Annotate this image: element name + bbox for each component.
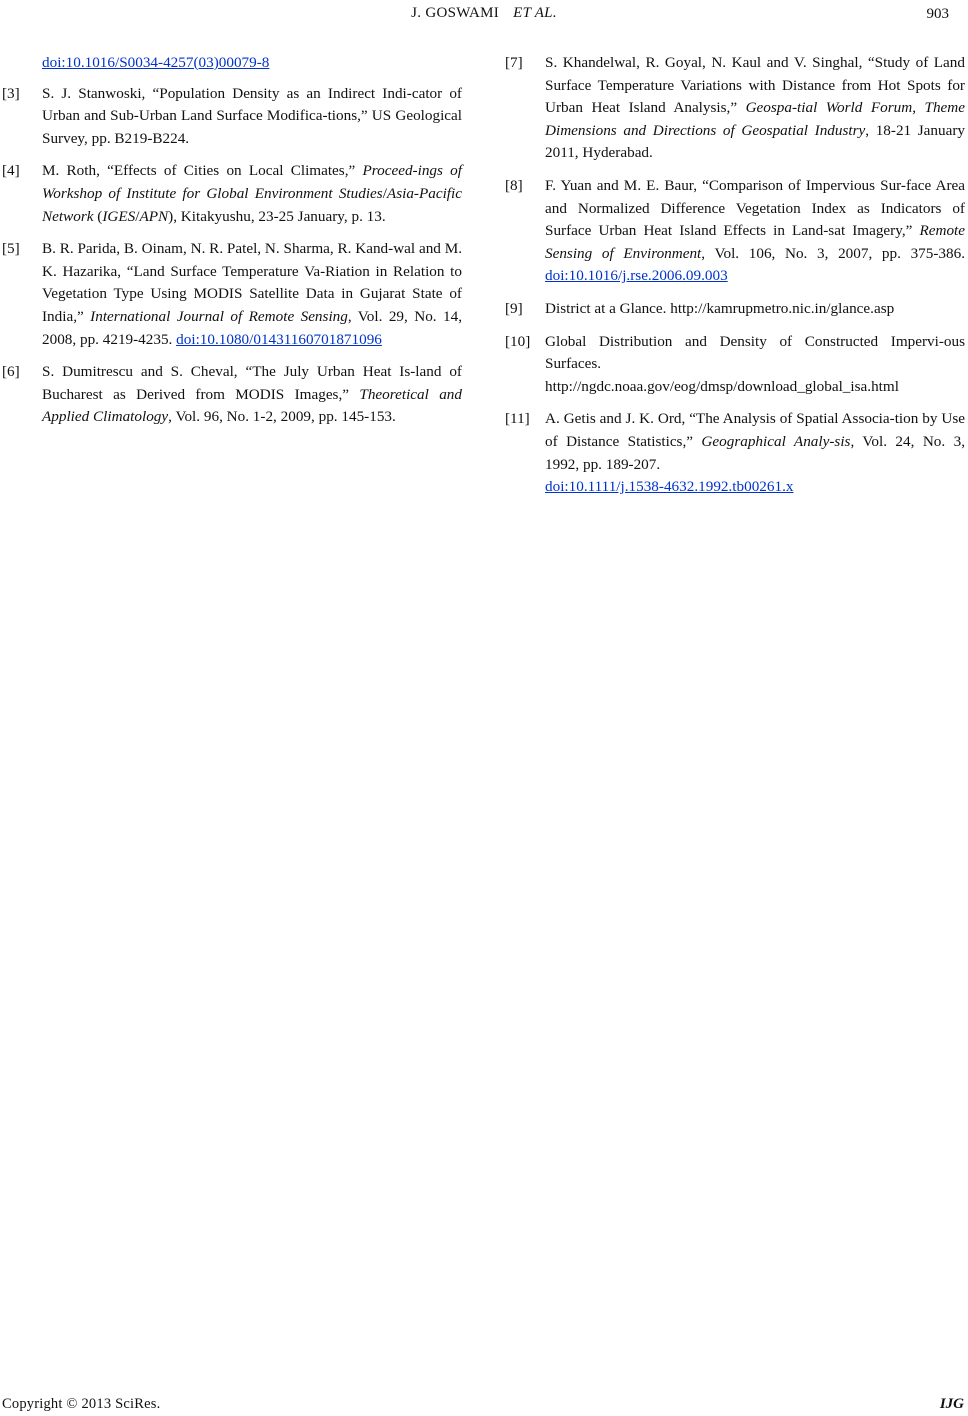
reference-7: [505, 52, 965, 165]
reference-number: [4]: [2, 162, 20, 180]
reference-text: Global Distribution and Density of Constructed Impervi-ous Surfaces. http://ngdc.noaa.gov/eog/dmsp/download_global_isa.html: [545, 332, 965, 395]
reference-number: [3]: [2, 84, 20, 102]
reference-8: [505, 175, 965, 288]
reference-text: A. Getis and J. K. Ord, “The Analysis of Spatial Associa-tion by Use of Distance Statistics,” Geographical Analy-sis, Vol. 24, No. 3, 1992, pp. 189-207. doi:10.1111/j.1538-4632.1992.tb00261.x: [545, 410, 965, 496]
reference-10: [505, 331, 965, 399]
doi-link[interactable]: doi:10.1080/01431160701871096: [176, 330, 382, 348]
reference-number: [5]: [2, 240, 20, 258]
running-header: [0, 2, 968, 25]
reference-text: S. Dumitrescu and S. Cheval, “The July Urban Heat Is-land of Bucharest as Derived from MODIS Images,” Theoretical and Applied Climatology, Vol. 96, No. 1-2, 2009, pp. 145-153.: [42, 363, 462, 426]
reference-text: District at a Glance. http://kamrupmetro.nic.in/glance.asp: [545, 299, 895, 317]
reference-number: [7]: [505, 54, 523, 71]
reference-5: [2, 238, 462, 351]
reference-text: S. Khandelwal, R. Goyal, N. Kaul and V. Singhal, “Study of Land Surface Temperature Variations with Distance from Hot Spots for Urban Heat Island Analysis,” Geospa-tial World Forum, Theme Dimensions and Directions of Geospatial Industry, 18-21 January 2011, Hyderabad.: [545, 54, 965, 162]
reference-text: M. Roth, “Effects of Cities on Local Climates,” Proceed-ings of Workshop of Institute for Global Environment Studies/Asia-Pacific Network (IGES/APN), Kitakyushu, 23-25 January, p. 13.: [42, 162, 462, 225]
doi-link[interactable]: doi:10.1016/j.rse.2006.09.003: [545, 267, 728, 285]
left-column: [2, 52, 462, 439]
reference-url: http://ngdc.noaa.gov/eog/dmsp/download_global_isa.html: [545, 377, 899, 395]
reference-3: [2, 83, 462, 151]
reference-text: F. Yuan and M. E. Baur, “Comparison of Impervious Sur-face Area and Normalized Difference Vegetation Index as Indicators of Surface Urban Heat Island Effects in Land-sat Imagery,” Remote Sensing of Environment, Vol. 106, No. 3, 2007, pp. 375-386. doi:10.1016/j.rse.2006.09.003: [545, 176, 965, 285]
reference-text: B. R. Parida, B. Oinam, N. R. Patel, N. Sharma, R. Kand-wal and M. K. Hazarika, “Land Surface Temperature Va-Riation in Relation to Vegetation Type Using MODIS Satellite Data in Gujarat State of India,” International Journal of Remote Sensing, Vol. 29, No. 14, 2008, pp. 4219-4235. doi:10.1080/01431160701871096: [42, 240, 463, 348]
reference-number: [11]: [505, 410, 530, 428]
reference-text: S. J. Stanwoski, “Population Density as an Indirect Indi-cator of Urban and Sub-Urban Land Surface Modifica-tions,” US Geological Survey, pp. B219-B224.: [42, 84, 462, 147]
reference-6: [2, 361, 462, 429]
copyright-notice: Copyright © 2013 SciRes.: [2, 1396, 161, 1412]
reference-continuation: [2, 52, 462, 75]
reference-11: [505, 408, 965, 498]
header-authors: J. GOSWAMI: [411, 5, 500, 21]
reference-number: [9]: [505, 299, 523, 317]
reference-number: [10]: [505, 332, 531, 350]
reference-9: [505, 298, 965, 321]
reference-number: [6]: [2, 363, 20, 381]
reference-4: [2, 160, 462, 228]
journal-abbreviation: IJG: [939, 1396, 964, 1412]
header-et-al: ET AL.: [513, 5, 557, 21]
page-number: 903: [926, 6, 949, 22]
right-column: [505, 52, 965, 509]
doi-link[interactable]: doi:10.1016/S0034-4257(03)00079-8: [42, 54, 270, 71]
doi-link[interactable]: doi:10.1111/j.1538-4632.1992.tb00261.x: [545, 478, 794, 496]
reference-number: [8]: [505, 176, 523, 194]
